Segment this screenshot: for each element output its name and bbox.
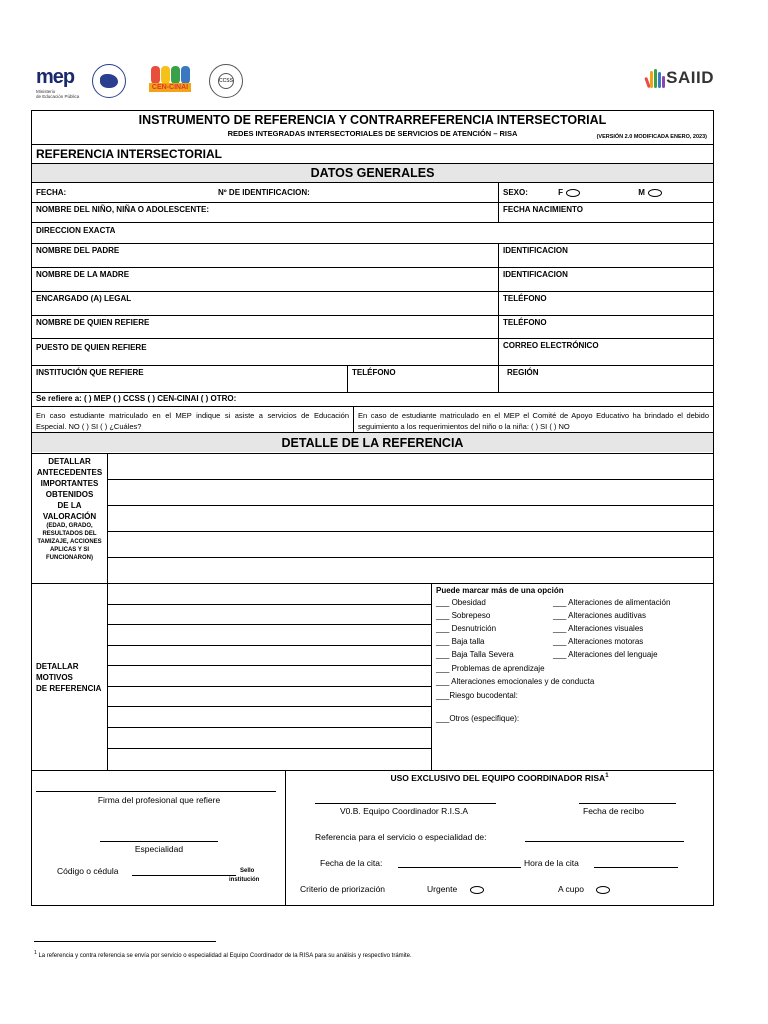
- antecedentes-line3: IMPORTANTES: [40, 479, 99, 488]
- especialidad-line[interactable]: [100, 841, 218, 842]
- field-nombre-padre[interactable]: NOMBRE DEL PADRE: [32, 244, 499, 267]
- footnote-number: 1: [34, 950, 37, 956]
- options-header: Puede marcar más de una opción: [436, 586, 564, 595]
- motivos-line1: DETALLAR: [36, 661, 79, 671]
- logo-bar: [34, 62, 714, 102]
- antecedentes-line-field[interactable]: [108, 480, 713, 506]
- motivos-line-field[interactable]: [108, 646, 431, 666]
- codigo-line[interactable]: [132, 875, 236, 876]
- field-identificacion[interactable]: Nº DE IDENTIFICACION:: [214, 183, 499, 202]
- footnote-mark: 1: [605, 773, 609, 780]
- antecedentes-line-field[interactable]: [108, 454, 713, 480]
- cen-cinai-logo: [147, 64, 193, 98]
- option-lenguaje[interactable]: ___ Alteraciones del lenguaje: [553, 650, 658, 659]
- antecedentes-line5: DE LA: [57, 501, 82, 510]
- a-cupo-radio[interactable]: [596, 886, 610, 894]
- referencia-para-line[interactable]: [525, 841, 684, 842]
- field-nombre-madre[interactable]: NOMBRE DE LA MADRE: [32, 268, 499, 291]
- option-desnutricion[interactable]: ___ Desnutrición: [436, 624, 497, 633]
- antecedentes-line4: OBTENIDOS: [45, 490, 94, 499]
- antecedentes-block: [32, 454, 713, 584]
- antecedentes-line-field[interactable]: [108, 532, 713, 558]
- motivos-line-field[interactable]: [108, 625, 431, 646]
- mep-logo-sub2: de Educación Pública: [36, 94, 80, 99]
- sello-label: Sello: [240, 868, 255, 874]
- sexo-f-radio[interactable]: [566, 189, 580, 197]
- saiid-logo: [646, 68, 714, 88]
- motivos-line-field[interactable]: [108, 707, 431, 728]
- mep-logo: [36, 66, 79, 99]
- option-alimentacion[interactable]: ___ Alteraciones de alimentación: [553, 598, 671, 607]
- institucion-label: institución: [229, 877, 260, 883]
- fecha-recibo-line[interactable]: [579, 803, 676, 804]
- urgente-radio[interactable]: [470, 886, 484, 894]
- field-tel-refiere[interactable]: TELÉFONO: [503, 318, 547, 327]
- motivos-line-field[interactable]: [108, 728, 431, 749]
- motivos-line2: MOTIVOS: [36, 672, 73, 682]
- field-region[interactable]: REGIÓN: [507, 368, 539, 377]
- field-institucion[interactable]: INSTITUCIÓN QUE REFIERE: [32, 366, 348, 392]
- firma-label: Firma del profesional que refiere: [97, 795, 221, 805]
- a-cupo-label: A cupo: [558, 884, 584, 894]
- sexo-m-label: M: [638, 188, 645, 197]
- vob-label: V0.B. Equipo Coordinador R.I.S.A: [340, 806, 469, 816]
- field-tel-encargado[interactable]: TELÉFONO: [503, 294, 547, 303]
- options-grid: [436, 597, 709, 661]
- antecedentes-line1: DETALLAR: [48, 457, 91, 466]
- fecha-recibo-label: Fecha de recibo: [583, 806, 644, 816]
- antecedentes-line-field[interactable]: [108, 558, 713, 583]
- field-tel-institucion[interactable]: TELÉFONO: [348, 366, 499, 392]
- field-id-padre[interactable]: IDENTIFICACION: [503, 246, 568, 255]
- field-nombre-nino[interactable]: NOMBRE DEL NIÑO, NIÑA O ADOLESCENTE:: [32, 203, 499, 222]
- risa-section: [286, 771, 713, 905]
- option-visuales[interactable]: ___ Alteraciones visuales: [553, 624, 644, 633]
- seguro-social-text: CCSS: [218, 73, 234, 89]
- motivos-label: [32, 584, 108, 770]
- form-subtitle: REDES INTEGRADAS INTERSECTORIALES DE SERVICIOS DE ATENCIÓN – RISA: [227, 129, 518, 138]
- antecedentes-line-field[interactable]: [108, 506, 713, 532]
- antecedentes-line6: VALORACIÓN: [42, 512, 97, 521]
- sexo-label: SEXO:: [503, 188, 528, 197]
- saiid-word: SAIID: [666, 68, 714, 87]
- field-fecha-nacimiento[interactable]: FECHA NACIMIENTO: [503, 205, 583, 214]
- urgente-label: Urgente: [427, 884, 458, 894]
- field-se-refiere[interactable]: Se refiere a: ( ) MEP ( ) CCSS ( ) CEN-CINAI ( ) OTRO:: [36, 394, 237, 403]
- antecedentes-sub: (EDAD, GRADO, RESULTADOS DEL TAMIZAJE, ACCIONES APLICAS Y SI FUNCIONARON): [37, 523, 102, 561]
- referral-form: [31, 110, 714, 906]
- sexo-m-radio[interactable]: [648, 189, 662, 197]
- referencia-para-label: Referencia para el servicio o especialidad de:: [315, 832, 487, 842]
- fecha-cita-label: Fecha de la cita:: [320, 858, 383, 868]
- antecedentes-label: [32, 454, 108, 583]
- mep-logo-word: mep: [36, 66, 75, 88]
- vob-line[interactable]: [315, 803, 496, 804]
- option-motoras[interactable]: ___ Alteraciones motoras: [553, 637, 644, 646]
- antecedentes-lines: [108, 454, 713, 583]
- option-baja-talla[interactable]: ___ Baja talla: [436, 637, 485, 646]
- mep-question-comite[interactable]: En caso de estudiante matriculado en el MEP el Comité de Apoyo Educativo ha brindado el debido seguimiento a los requerimientos del niño o la niña: ( ) SI ( ) NO: [358, 411, 709, 431]
- field-correo[interactable]: CORREO ELECTRÓNICO: [503, 341, 599, 350]
- option-baja-talla-severa[interactable]: ___ Baja Talla Severa: [436, 650, 514, 659]
- uso-exclusivo-title: [286, 773, 713, 783]
- motivos-options: [432, 584, 713, 770]
- firma-line[interactable]: [36, 791, 276, 792]
- option-emocionales[interactable]: ___ Alteraciones emocionales y de conducta: [436, 677, 595, 686]
- motivos-line3: DE REFERENCIA: [36, 683, 102, 693]
- section-datos-generales: DATOS GENERALES: [32, 164, 713, 182]
- signature-block: [32, 771, 713, 905]
- mep-logo-sub1: Ministerio: [36, 89, 56, 94]
- sexo-f-label: F: [558, 188, 564, 197]
- antecedentes-line2: ANTECEDENTES: [36, 468, 103, 477]
- option-aprendizaje[interactable]: ___ Problemas de aprendizaje: [436, 663, 545, 673]
- mep-question-special-ed[interactable]: En caso estudiante matriculado en el MEP indique si asiste a servicios de Educación Especial. NO ( ) SI ( ) ¿Cuáles?: [32, 407, 354, 432]
- costa-rica-seal-icon: [92, 64, 126, 98]
- codigo-label: Código o cédula: [57, 866, 119, 876]
- field-sexo: [499, 183, 713, 202]
- hora-cita-label: Hora de la cita: [524, 858, 579, 868]
- section-referencia: REFERENCIA INTERSECTORIAL: [36, 147, 223, 161]
- professional-section: [32, 771, 286, 905]
- motivos-line-field[interactable]: [108, 584, 431, 605]
- option-obesidad[interactable]: ___ Obesidad: [436, 598, 486, 607]
- field-id-madre[interactable]: IDENTIFICACION: [503, 270, 568, 279]
- field-fecha[interactable]: FECHA:: [36, 188, 67, 197]
- field-encargado[interactable]: ENCARGADO (A) LEGAL: [32, 292, 499, 315]
- cen-cinai-word: CEN-CINAI: [149, 83, 191, 92]
- motivos-line-field[interactable]: [108, 687, 431, 707]
- form-title: INSTRUMENTO DE REFERENCIA Y CONTRARREFERENCIA INTERSECTORIAL: [138, 113, 607, 127]
- field-quien-refiere[interactable]: NOMBRE DE QUIEN REFIERE: [32, 316, 499, 338]
- option-bucodental[interactable]: ___Riesgo bucodental:: [436, 690, 518, 700]
- footnote: [34, 950, 412, 959]
- motivos-block: [32, 584, 713, 771]
- uso-exclusivo-text: USO EXCLUSIVO DEL EQUIPO COORDINADOR RISA: [390, 773, 606, 783]
- criterio-label: Criterio de priorización: [300, 884, 386, 894]
- especialidad-label: Especialidad: [134, 844, 184, 854]
- section-detalle: DETALLE DE LA REFERENCIA: [32, 433, 713, 452]
- hora-cita-line[interactable]: [594, 867, 678, 868]
- field-direccion[interactable]: DIRECCION EXACTA: [36, 226, 116, 235]
- form-header: [32, 111, 713, 145]
- footnote-divider: [34, 941, 216, 942]
- motivos-line-field[interactable]: [108, 749, 431, 769]
- option-auditivas[interactable]: ___ Alteraciones auditivas: [553, 611, 646, 620]
- motivos-line-field[interactable]: [108, 605, 431, 625]
- fecha-cita-line[interactable]: [398, 867, 521, 868]
- hand-icon: [646, 68, 664, 88]
- option-otros[interactable]: ___Otros (especifique):: [436, 714, 520, 723]
- footnote-text: La referencia y contra referencia se envía por servicio o especialidad al Equipo Coordinador de la RISA para su análisis y respectivo trámite.: [38, 953, 412, 959]
- form-version: (VERSIÓN 2.0 MODIFICADA ENERO, 2023): [596, 134, 707, 140]
- seguro-social-seal-icon: [209, 64, 243, 98]
- field-puesto[interactable]: PUESTO DE QUIEN REFIERE: [32, 339, 499, 365]
- option-sobrepeso[interactable]: ___ Sobrepeso: [436, 611, 491, 620]
- motivos-lines: [108, 584, 432, 770]
- motivos-line-field[interactable]: [108, 666, 431, 687]
